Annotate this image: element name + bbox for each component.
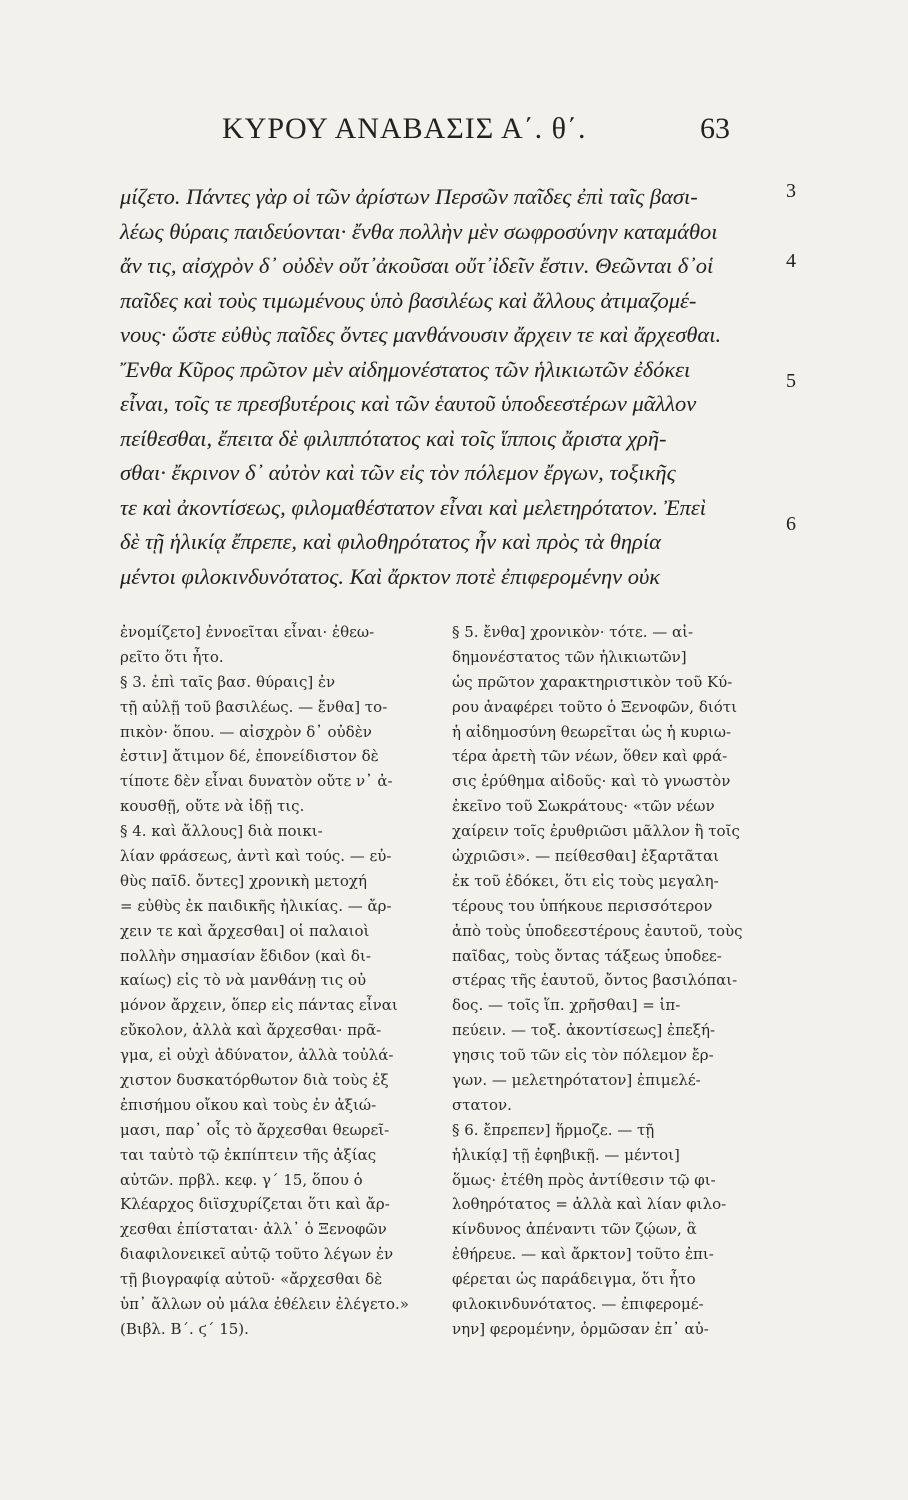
section-number-3: 3 bbox=[786, 180, 796, 202]
commentary-line: ἡλικίᾳ] τῇ ἐφηβικῇ. — μέντοι] bbox=[452, 1145, 680, 1164]
commentary-line: φέρεται ὡς παράδειγμα, ὅτι ἦτο bbox=[452, 1270, 696, 1289]
commentary-line: καίως) εἰς τὸ νὰ μανθάνῃ τις οὐ bbox=[120, 971, 367, 990]
commentary-line: ται ταὐτὸ τῷ ἐκπίπτειν τῆς ἀξίας bbox=[120, 1145, 377, 1164]
running-head: ΚΥΡΟΥ ΑΝΑΒΑΣΙΣ Α΄. θ΄. bbox=[222, 112, 587, 145]
commentary-line: Κλέαρχος διϊσχυρίζεται ὅτι καὶ ἄρ- bbox=[120, 1195, 390, 1214]
commentary-line: πολλὴν σημασίαν ἔδιδον (καὶ δι- bbox=[120, 946, 371, 965]
section-number-5: 5 bbox=[786, 370, 796, 392]
commentary-line: χιστον δυσκατόρθωτον διὰ τοὺς ἐξ bbox=[120, 1071, 389, 1090]
commentary-line: στέρας τῆς ἑαυτοῦ, ὄντος βασιλόπαι- bbox=[452, 971, 738, 990]
commentary-line: θὺς παῖδ. ὄντες] χρονικὴ μετοχή bbox=[120, 871, 367, 890]
commentary-line: ὑπ᾽ ἄλλων οὐ μάλα ἐθέλειν ἐλέγετο.» bbox=[120, 1295, 409, 1314]
commentary-line: τῇ βιογραφίᾳ αὐτοῦ· «ἄρχεσθαι δὲ bbox=[120, 1270, 383, 1289]
page-number: 63 bbox=[700, 112, 730, 145]
commentary-line: πικὸν· ὅπου. — αἰσχρὸν δ᾽ οὐδὲν bbox=[120, 722, 372, 741]
main-text-line: μίζετο. Πάντες γὰρ οἱ τῶν ἀρίστων Περσῶν παῖδες ἐπὶ ταῖς βασι- bbox=[120, 184, 698, 209]
commentary-line: αὐτῶν. πρβλ. κεφ. γ΄ 15, ὅπου ὁ bbox=[120, 1170, 363, 1189]
page-header bbox=[0, 112, 908, 152]
commentary-line: § 3. ἐπὶ ταῖς βασ. θύραις] ἐν bbox=[120, 672, 336, 691]
main-text-line: τε καὶ ἀκοντίσεως, φιλομαθέστατον εἶναι καὶ μελετηρότατον. Ἐπεὶ bbox=[120, 494, 707, 520]
commentary-line: χεσθαι ἐπίσταται· ἀλλ᾽ ὁ Ξενοφῶν bbox=[120, 1220, 387, 1239]
commentary-line: λοθηρότατος = ἀλλὰ καὶ λίαν φιλο- bbox=[452, 1195, 727, 1214]
commentary-line: ρεῖτο ὅτι ἦτο. bbox=[120, 647, 224, 666]
commentary-line: ἐπισήμου οἴκου καὶ τοὺς ἐν ἀξιώ- bbox=[120, 1095, 377, 1114]
section-number-4: 4 bbox=[786, 250, 796, 272]
commentary-line: τέρα ἀρετὴ τῶν νέων, ὅθεν καὶ φρά- bbox=[452, 747, 728, 766]
main-text-line: πείθεσθαι, ἔπειτα δὲ φιλιππότατος καὶ τοῖς ἵπποις ἄριστα χρῆ- bbox=[120, 425, 667, 451]
commentary-line: τῇ αὐλῇ τοῦ βασιλέως. — ἔνθα] το- bbox=[120, 697, 388, 716]
commentary-line: μασι, παρ᾽ οἷς τὸ ἄρχεσθαι θεωρεῖ- bbox=[120, 1120, 390, 1139]
main-text-line: Ἔνθα Κῦρος πρῶτον μὲν αἰδημονέστατος τῶν ἡλικιωτῶν ἐδόκει bbox=[120, 356, 691, 382]
commentary-line: δος. — τοῖς ἵπ. χρῆσθαι] = ἱπ- bbox=[452, 996, 681, 1015]
commentary-line: λίαν φράσεως, ἀντὶ καὶ τούς. — εὐ- bbox=[120, 847, 392, 866]
commentary-line: στατον. bbox=[452, 1095, 512, 1114]
commentary-line: ἐκ τοῦ ἐδόκει, ὅτι εἰς τοὺς μεγαλη- bbox=[452, 871, 719, 890]
commentary-line: ἡ αἰδημοσύνη θεωρεῖται ὡς ἡ κυριω- bbox=[452, 722, 732, 741]
main-text-line: δὲ τῇ ἡλικίᾳ ἔπρεπε, καὶ φιλοθηρότατος ἦν καὶ πρὸς τὰ θηρία bbox=[120, 529, 661, 554]
commentary-line: ἐνομίζετο] ἐννοεῖται εἶναι· ἐθεω- bbox=[120, 623, 375, 641]
main-text-line: ἄν τις, αἰσχρὸν δ᾽ οὐδὲν οὔτ᾽ἀκοῦσαι οὔτ᾽ἰδεῖν ἔστιν. Θεῶνται δ᾽οἱ bbox=[120, 253, 714, 278]
main-text-line: λέως θύραις παιδεύονται· ἔνθα πολλὴν μὲν σωφροσύνην καταμάθοι bbox=[120, 218, 718, 244]
commentary-line: = εὐθὺς ἐκ παιδικῆς ἡλικίας. — ἄρ- bbox=[120, 896, 392, 915]
main-text-line: νους· ὥστε εὐθὺς παῖδες ὄντες μανθάνουσιν ἄρχειν τε καὶ ἄρχεσθαι. bbox=[120, 322, 722, 347]
main-text bbox=[120, 180, 776, 594]
commentary-line: τέρους του ὑπήκουε περισσότερον bbox=[452, 896, 713, 915]
commentary-line: χαίρειν τοῖς ἐρυθριῶσι μᾶλλον ἢ τοῖς bbox=[452, 822, 740, 841]
commentary-line: § 5. ἔνθα] χρονικὸν· τότε. — αἰ- bbox=[452, 623, 694, 641]
commentary-line: γμα, εἰ οὐχὶ ἀδύνατον, ἀλλὰ τοὐλά- bbox=[120, 1046, 394, 1065]
commentary-line: διαφιλονεικεῖ αὐτῷ τοῦτο λέγων ἐν bbox=[120, 1245, 394, 1264]
main-text-line: εἶναι, τοῖς τε πρεσβυτέροις καὶ τῶν ἑαυτοῦ ὑποδεεστέρων μᾶλλον bbox=[120, 391, 697, 416]
commentary-line: ἐστιν] ἄτιμον δέ, ἐπονείδιστον δὲ bbox=[120, 747, 379, 766]
section-number-6: 6 bbox=[786, 513, 796, 535]
main-text-line: παῖδες καὶ τοὺς τιμωμένους ὑπὸ βασιλέως καὶ ἄλλους ἀτιμαζομέ- bbox=[120, 287, 697, 313]
commentary-line: παῖδας, τοὺς ὄντας τάξεως ὑποδεε- bbox=[452, 946, 722, 965]
commentary-right-column bbox=[452, 620, 812, 1342]
commentary-line: ἐκεῖνο τοῦ Σωκράτους· «τῶν νέων bbox=[452, 797, 715, 816]
commentary-line: εὔκολον, ἀλλὰ καὶ ἄρχεσθαι· πρᾶ- bbox=[120, 1021, 382, 1040]
commentary-line: κουσθῇ, οὔτε νὰ ἰδῇ τις. bbox=[120, 797, 305, 816]
commentary-line: μόνον ἄρχειν, ὅπερ εἰς πάντας εἶναι bbox=[120, 996, 398, 1015]
commentary-left-column bbox=[120, 620, 480, 1342]
commentary-line: § 6. ἔπρεπεν] ἥρμοζε. — τῇ bbox=[452, 1120, 655, 1139]
commentary-line: τίποτε δὲν εἶναι δυνατὸν οὔτε ν᾽ ἀ- bbox=[120, 772, 393, 791]
commentary-line: (Βιβλ. Β΄. ϛ΄ 15). bbox=[120, 1319, 249, 1338]
commentary-line: νην] φερομένην, ὁρμῶσαν ἐπ᾽ αὐ- bbox=[452, 1319, 709, 1338]
commentary-line: δημονέστατος τῶν ἡλικιωτῶν] bbox=[452, 647, 687, 666]
commentary-line: σις ἐρύθημα αἰδοῦς· καὶ τὸ γνωστὸν bbox=[452, 772, 731, 791]
commentary-line: χειν τε καὶ ἄρχεσθαι] οἱ παλαιοὶ bbox=[120, 921, 370, 940]
commentary-line: ὡς πρῶτον χαρακτηριστικὸν τοῦ Κύ- bbox=[452, 672, 733, 691]
commentary-line: κίνδυνος ἀπέναντι τῶν ζῴων, ἃ bbox=[452, 1220, 697, 1239]
commentary-line: ὠχριῶσι». — πείθεσθαι] ἐξαρτᾶται bbox=[452, 847, 720, 866]
commentary-line: ὅμως· ἐτέθη πρὸς ἀντίθεσιν τῷ φι- bbox=[452, 1170, 716, 1189]
commentary-line: § 4. καὶ ἄλλους] διὰ ποικι- bbox=[120, 822, 323, 841]
commentary-line: γων. — μελετηρότατον] ἐπιμελέ- bbox=[452, 1071, 701, 1090]
main-text-line: μέντοι φιλοκινδυνότατος. Καὶ ἄρκτον ποτὲ ἐπιφερομένην οὐκ bbox=[120, 563, 661, 589]
commentary-line: ρου ἀναφέρει τοῦτο ὁ Ξενοφῶν, διότι bbox=[452, 697, 737, 716]
commentary-line: ἐθήρευε. — καὶ ἄρκτον] τοῦτο ἐπι- bbox=[452, 1245, 714, 1264]
commentary-line: πεύειν. — τοξ. ἀκοντίσεως] ἐπεξή- bbox=[452, 1021, 716, 1040]
commentary-line: γησις τοῦ τῶν εἰς τὸν πόλεμον ἔρ- bbox=[452, 1046, 714, 1065]
main-text-line: σθαι· ἔκρινον δ᾽ αὐτὸν καὶ τῶν εἰς τὸν πόλεμον ἔργων, τοξικῆς bbox=[120, 460, 676, 485]
commentary-line: φιλοκινδυνότατος. — ἐπιφερομέ- bbox=[452, 1295, 704, 1314]
commentary-line: ἀπὸ τοὺς ὑποδεεστέρους ἑαυτοῦ, τοὺς bbox=[452, 921, 743, 940]
